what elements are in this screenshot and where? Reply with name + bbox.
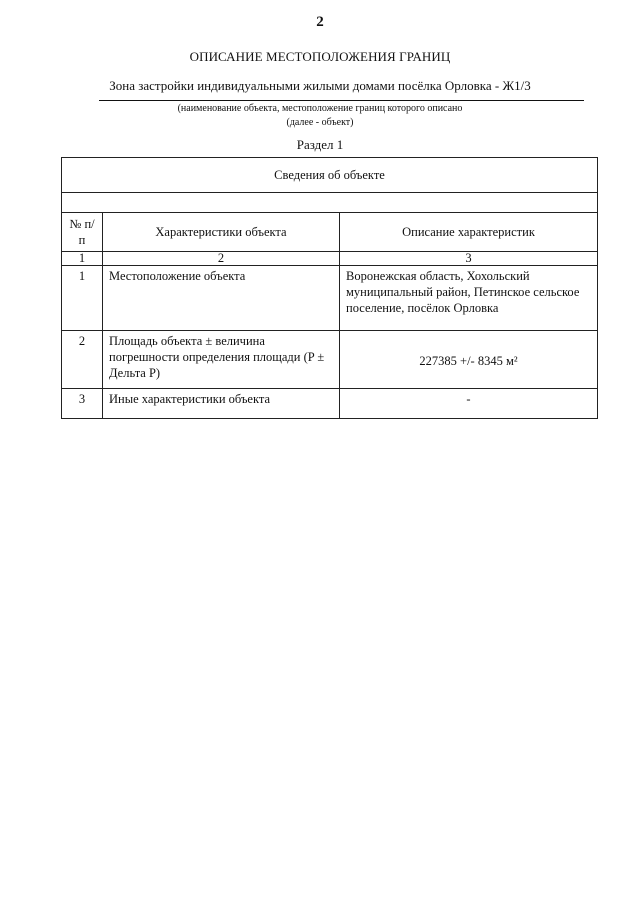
row-characteristic: Иные характеристики объекта — [103, 389, 340, 419]
col-header-description: Описание характеристик — [340, 213, 598, 252]
col-header-characteristic: Характеристики объекта — [103, 213, 340, 252]
row-description: Воронежская область, Хохольский муниципальный район, Петинское сельское поселение, посёлок Орловка — [340, 266, 598, 331]
document-title: ОПИСАНИЕ МЕСТОПОЛОЖЕНИЯ ГРАНИЦ — [189, 49, 451, 64]
col-index-3: 3 — [340, 252, 598, 266]
table-heading: Сведения об объекте — [62, 158, 598, 193]
page-number: 2 — [316, 14, 324, 30]
row-characteristic: Площадь объекта ± величина погрешности определения площади (P ± Дельта P) — [103, 331, 340, 389]
section-title: Раздел 1 — [296, 137, 344, 152]
row-description: - — [340, 389, 598, 419]
object-caption-line2: (далее - объект) — [286, 117, 354, 128]
underline-rule — [99, 100, 584, 101]
col-index-2: 2 — [103, 252, 340, 266]
col-index-1: 1 — [62, 252, 103, 266]
table-row — [62, 389, 598, 419]
object-caption-line1: (наименование объекта, местоположение границ которого описано — [177, 103, 463, 114]
row-number: 1 — [62, 266, 103, 331]
object-info-table — [61, 157, 598, 419]
row-number: 3 — [62, 389, 103, 419]
table-row — [62, 266, 598, 331]
table-row — [62, 331, 598, 389]
object-name: Зона застройки индивидуальными жилыми домами посёлка Орловка - Ж1/3 — [109, 78, 531, 93]
col-header-number: № п/п — [62, 213, 103, 252]
row-characteristic: Местоположение объекта — [103, 266, 340, 331]
table-empty-row — [62, 193, 598, 213]
row-description: 227385 +/- 8345 м² — [340, 331, 598, 389]
row-number: 2 — [62, 331, 103, 389]
